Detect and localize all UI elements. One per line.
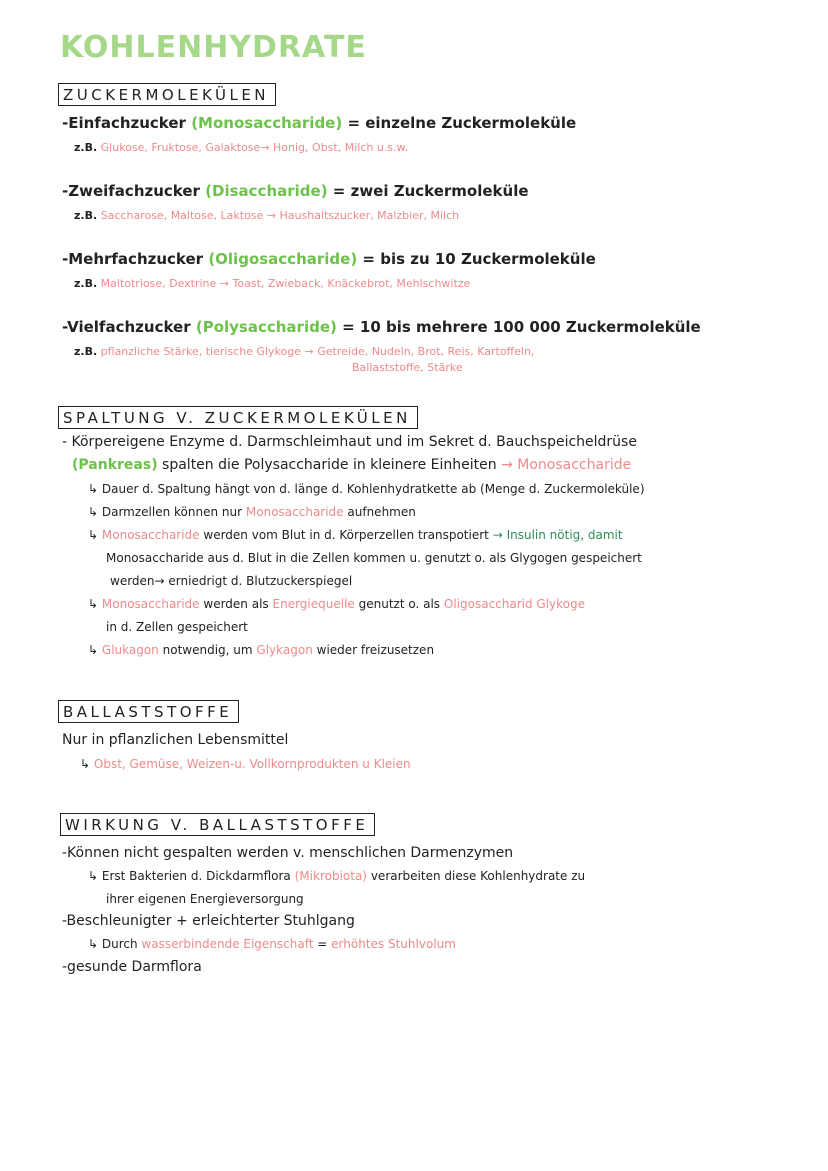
wirkung-line-4: -Beschleunigter + erleichterter Stuhlgang [62, 913, 355, 929]
term-name: -Einfachzucker [62, 114, 186, 132]
vielfachzucker-examples: z.B. pflanzliche Stärke, tierische Glykoge → Getreide, Nudeln, Brot, Reis, Kartoffeln, [74, 345, 535, 358]
wirkung-line-1: -Können nicht gespalten werden v. menschlichen Darmenzymen [62, 845, 514, 861]
mehrfachzucker-line: -Mehrfachzucker (Oligosaccharide) = bis zu 10 Zuckermoleküle [62, 250, 596, 268]
spaltung-bullet-2: ↳ Darmzellen können nur Monosaccharide aufnehmen [88, 505, 416, 519]
spaltung-bullet-3-cont-1: Monosaccharide aus d. Blut in die Zellen kommen u. genutzt o. als Glygogen gespeichert [106, 551, 642, 565]
ballaststoffe-line-1: Nur in pflanzlichen Lebensmittel [62, 732, 289, 748]
spaltung-intro-1: - Körpereigene Enzyme d. Darmschleimhaut und im Sekret d. Bauchspeicheldrüse [62, 434, 637, 450]
spaltung-bullet-5: ↳ Glukagon notwendig, um Glykagon wieder freizusetzen [88, 643, 435, 657]
wirkung-line-2: ↳ Erst Bakterien d. Dickdarmflora (Mikrobiota) verarbeiten diese Kohlenhydrate zu [88, 869, 586, 883]
einfachzucker-line [62, 114, 576, 132]
term-definition: = einzelne Zuckermoleküle [347, 114, 577, 132]
mehrfachzucker-examples: z.B. Maltotriose, Dextrine → Toast, Zwieback, Knäckebrot, Mehlschwitze [74, 277, 471, 290]
wirkung-line-3: ihrer eigenen Energieversorgung [106, 892, 304, 906]
spaltung-bullet-4-cont: in d. Zellen gespeichert [106, 620, 248, 634]
page-title: KOHLENHYDRATE [60, 30, 367, 65]
einfachzucker-examples: z.B. Glukose, Fruktose, Galaktose→ Honig, Obst, Milch u.s.w. [74, 141, 409, 154]
term-latin: (Monosaccharide) [191, 114, 343, 132]
ballaststoffe-line-2: ↳ Obst, Gemüse, Weizen-u. Vollkornprodukten u Kleien [80, 757, 411, 771]
wirkung-line-6: -gesunde Darmflora [62, 959, 202, 975]
spaltung-bullet-3: ↳ Monosaccharide werden vom Blut in d. Körperzellen transpotiert → Insulin nötig, damit [88, 528, 623, 542]
vielfachzucker-line: -Vielfachzucker (Polysaccharide) = 10 bis mehrere 100 000 Zuckermoleküle [62, 318, 701, 336]
spaltung-bullet-1: ↳ Dauer d. Spaltung hängt von d. länge d. Kohlenhydratkette ab (Menge d. Zuckermoleküle) [88, 482, 645, 496]
spaltung-intro-2: (Pankreas) spalten die Polysaccharide in kleinere Einheiten → Monosaccharide [72, 457, 632, 473]
section-heading-ballaststoffe: BALLASTSTOFFE [58, 700, 239, 723]
section-heading-spaltung: SPALTUNG V. ZUCKERMOLEKÜLEN [58, 406, 418, 429]
spaltung-bullet-4: ↳ Monosaccharide werden als Energiequelle genutzt o. als Oligosaccharid Glykoge [88, 597, 586, 611]
section-heading-zuckermolekuelen: ZUCKERMOLEKÜLEN [58, 83, 276, 106]
section-heading-wirkung: WIRKUNG V. BALLASTSTOFFE [60, 813, 375, 836]
zweifachzucker-line: -Zweifachzucker (Disaccharide) = zwei Zuckermoleküle [62, 182, 529, 200]
spaltung-bullet-3-cont-2: werden→ erniedrigt d. Blutzuckerspiegel [110, 574, 353, 588]
wirkung-line-5: ↳ Durch wasserbindende Eigenschaft = erhöhtes Stuhlvolum [88, 937, 456, 951]
vielfachzucker-examples-cont: Ballaststoffe, Stärke [352, 361, 463, 374]
zweifachzucker-examples: z.B. Saccharose, Maltose, Laktose → Haushaltszucker, Malzbier, Milch [74, 209, 460, 222]
